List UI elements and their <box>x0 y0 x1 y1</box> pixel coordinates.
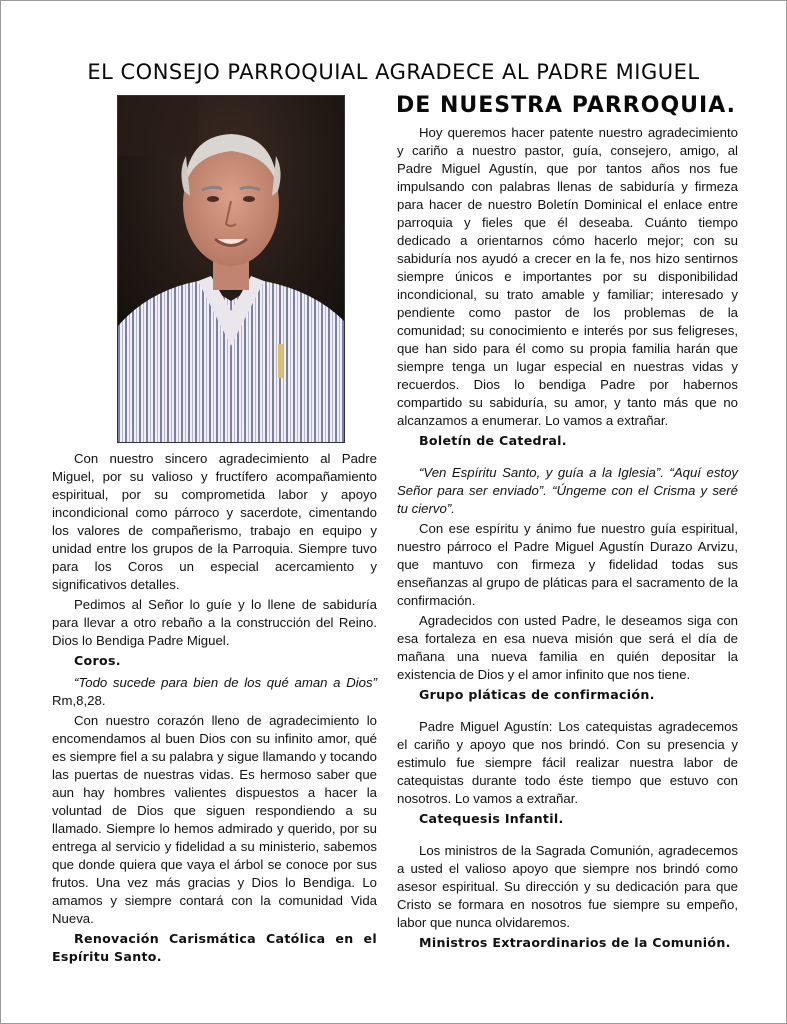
quote-text: “Todo sucede para bien de los qué aman a Dios” <box>74 675 377 690</box>
right-paragraph-catequesis: Padre Miguel Agustín: Los catequistas agradecemos el cariño y apoyo que nos brindó. Con su presencia y estimulo fue siempre fácil realizar nuestra labor de catequistas durante todo éste tiempo que estuvo con nosotros. Lo vamos a extrañar. <box>397 719 738 806</box>
signature-confirmacion: Grupo pláticas de confirmación. <box>419 687 655 702</box>
right-paragraph-ministros: Los ministros de la Sagrada Comunión, agradecemos a usted el valioso apoyo que siempre nos brindó como asesor espiritual. Su dirección y su dedicación para que Cristo se formara en nosotros fue siempre su empeño, labor que nunca olvidaremos. <box>397 843 738 930</box>
left-column <box>52 450 377 970</box>
right-column <box>397 124 738 956</box>
left-paragraph-prayer: Pedimos al Señor lo guíe y lo llene de sabiduría para llevar a otro rebaño a la construcción del Reino. Dios lo Bendiga Padre Miguel. <box>52 597 377 648</box>
right-paragraph-intro: Hoy queremos hacer patente nuestro agradecimiento y cariño a nuestro pastor, guía, consejero, amigo, al Padre Miguel Agustín, que por tantos años nos fue impulsando con palabras llenas de sabiduría y firmeza para hacer de nuestro Boletín Dominical el enlace entre parroquia y fieles que él deseaba. Cuánto tiempo dedicado a orientarnos cómo hacerlo mejor; con su sabiduría nos ayudó a crecer en la fe, nos hizo sentirnos siempre únicos e importantes por su disponibilidad incondicional, su trato amable y familiar; interesado y pendiente como pastor de los problemas de la comunidad; su conocimiento e interés por sus feligreses, que han sido para él como su propia familia harán que siempre tenga un lugar especial en nuestras vidas y recuerdos. Dios lo bendiga Padre por habernos compartido su sabiduría, su amor, y tanto más que no alcanzamos a enumerar. Lo vamos a extrañar. <box>397 125 738 428</box>
signature-ministros: Ministros Extraordinarios de la Comunión. <box>419 935 731 950</box>
signature-renovacion: Renovación Carismática Católica en el Espíritu Santo. <box>52 931 377 964</box>
left-quote <box>52 674 377 710</box>
headline-line-1: EL CONSEJO PARROQUIAL AGRADECE AL PADRE MIGUEL <box>87 60 700 84</box>
headline-line-2: DE NUESTRA PARROQUIA. <box>396 93 736 118</box>
right-paragraph-confirmacion-b: Agradecidos con usted Padre, le deseamos siga con esa fortaleza en esa nueva misión que será el día de mañana una nueva familia en quién depositar la existencia de Dios y el amor infinito que nos tiene. <box>397 613 738 682</box>
left-paragraph-renovacion: Con nuestro corazón lleno de agradecimiento lo encomendamos al buen Dios con su infinito amor, qué es siempre fiel a su palabra y sigue llamando y tocando las puertas de nuestras vidas. Es hermoso saber que aun hay hombres valientes dispuestos a hacer la voluntad de Dios que siguen respondiendo a su llamado. Siempre lo hemos admirado y querido, por su entrega al servicio y fidelidad a su ministerio, sabemos que donde quiera que vaya el árbol se conoce por sus frutos. Una vez más gracias y Dios lo Bendiga. Lo amamos y siempre contará con la comunidad Vida Nueva. <box>52 713 377 926</box>
signature-boletin: Boletín de Catedral. <box>419 433 567 448</box>
signature-coros: Coros. <box>74 653 121 668</box>
signature-catequesis: Catequesis Infantil. <box>419 811 564 826</box>
priest-portrait-image <box>118 96 344 442</box>
right-paragraph-confirmacion-a: Con ese espíritu y ánimo fue nuestro guía espiritual, nuestro párroco el Padre Miguel Agustín Durazo Arvizu, que mantuvo con firmeza y fidelidad todas sus enseñanzas al grupo de pláticas para el sacramento de la confirmación. <box>397 521 738 608</box>
priest-photo <box>117 95 345 443</box>
left-paragraph-coros: Con nuestro sincero agradecimiento al Padre Miguel, por su valioso y fructífero acompañamiento espiritual, por su comprometida labor y apoyo incondicional como párroco y sacerdote, cimentando los valores de compañerismo, trabajo en equipo y unidad entre los grupos de la Parroquia. Siempre tuvo para los Coros un especial acercamiento y significativos detalles. <box>52 451 377 592</box>
right-quote: “Ven Espíritu Santo, y guía a la Iglesia”. “Aquí estoy Señor para ser enviado”. “Úngeme con el Crisma y seré tu ciervo”. <box>397 465 738 516</box>
quote-reference: Rm,8,28. <box>52 693 106 708</box>
